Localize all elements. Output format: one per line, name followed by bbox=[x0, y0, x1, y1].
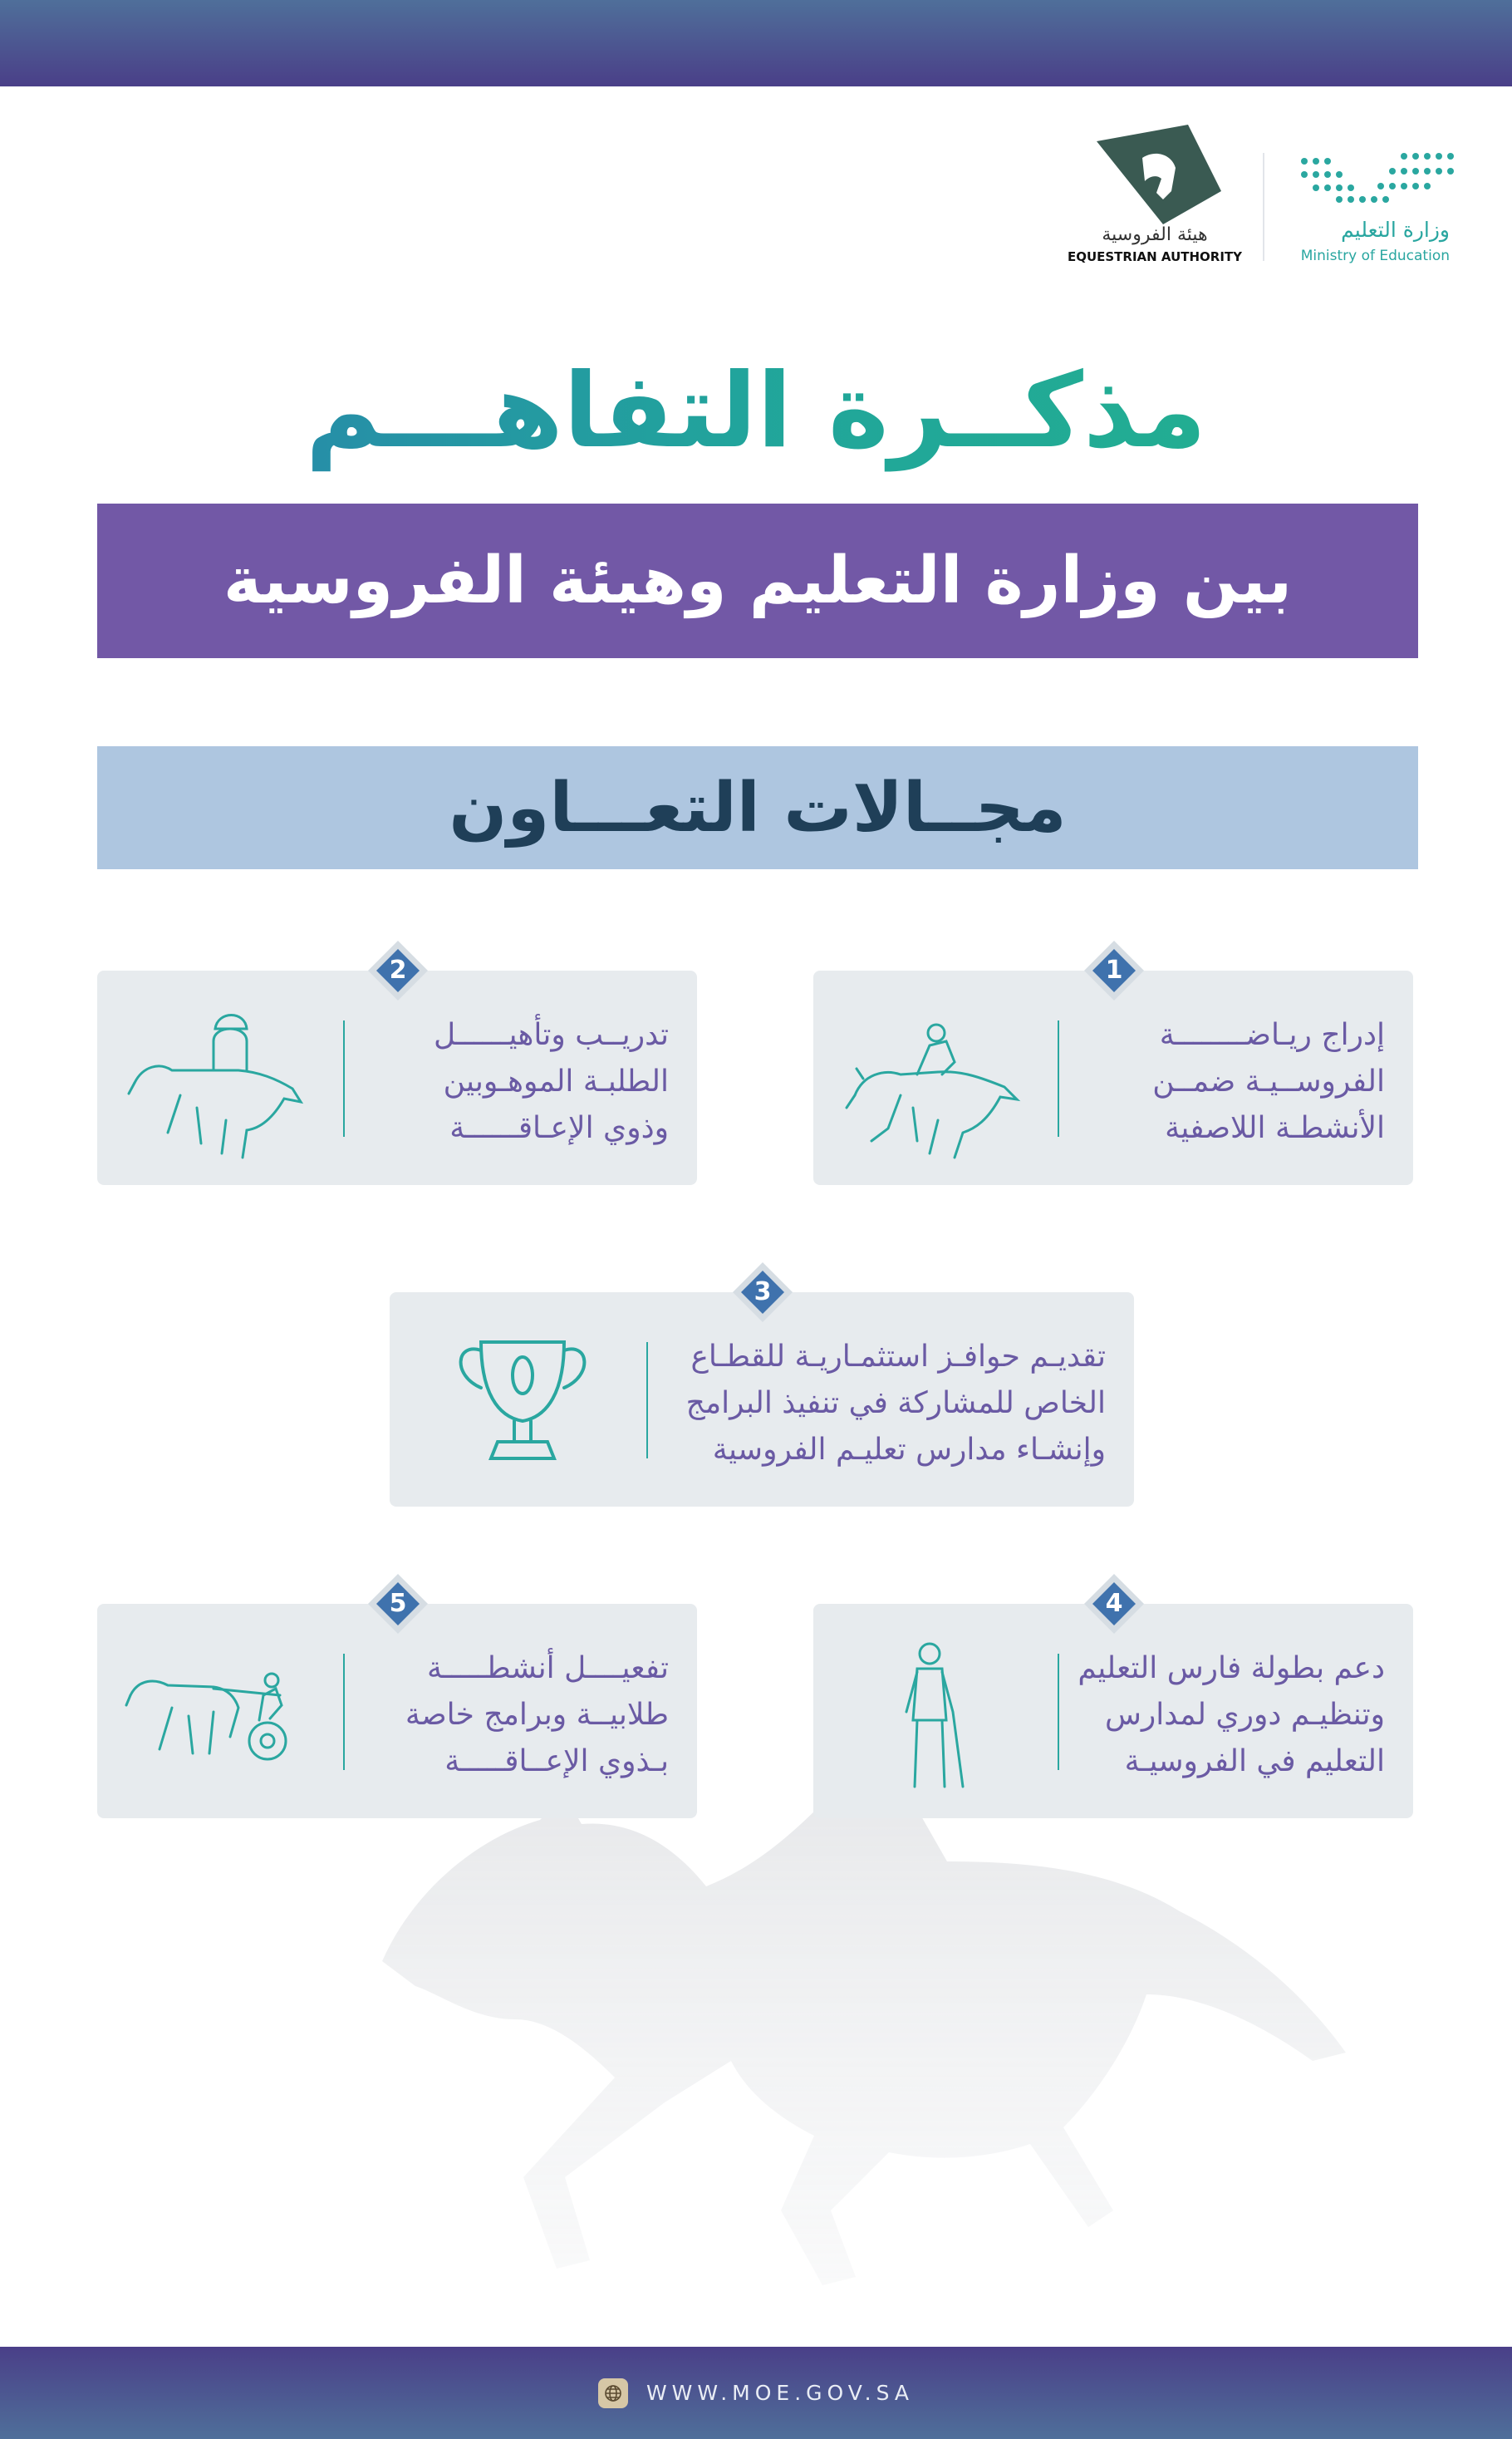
card-1-line-2: الفروســيـة ضمــن bbox=[1152, 1065, 1385, 1099]
card-2-text bbox=[370, 1012, 669, 1152]
card-2-number-badge bbox=[368, 941, 428, 1001]
card-3-line-3: وإنشـاء مدارس تعليـم الفروسية bbox=[712, 1433, 1106, 1467]
card-2-line-3: وذوي الإعـاقــــــة bbox=[449, 1111, 669, 1145]
card-5-line-1: تفعيــــل أنشطـــــة bbox=[426, 1651, 669, 1685]
cooperation-card-2 bbox=[97, 956, 697, 1185]
section-title-banner bbox=[97, 746, 1418, 869]
standing-jockey-icon bbox=[838, 1629, 1021, 1795]
card-5-text bbox=[370, 1645, 669, 1785]
card-5-divider bbox=[343, 1654, 345, 1770]
card-4-divider bbox=[1058, 1654, 1059, 1770]
card-3-line-1: تقديـم حوافـز استثمـاريـة للقطـاع bbox=[690, 1340, 1106, 1374]
subtitle-text: بين وزارة التعليم وهيئة الفروسية bbox=[223, 543, 1293, 618]
logo-divider bbox=[1263, 153, 1264, 261]
moe-logo-arabic-text: وزارة التعليم bbox=[1341, 218, 1450, 242]
cooperation-card-1 bbox=[813, 956, 1413, 1185]
card-1-divider bbox=[1058, 1020, 1059, 1137]
card-2-divider bbox=[343, 1020, 345, 1137]
card-1-line-1: إدراج ريـاضــــــــة bbox=[1159, 1018, 1385, 1052]
background-racehorse-image bbox=[316, 1745, 1354, 2327]
card-4-line-1: دعم بطولة فارس التعليم bbox=[1078, 1651, 1385, 1685]
website-link[interactable]: WWW.MOE.GOV.SA bbox=[646, 2381, 915, 2405]
top-header-bar bbox=[0, 0, 1512, 86]
cooperation-card-5 bbox=[97, 1589, 697, 1818]
card-3-divider bbox=[646, 1342, 648, 1458]
card-2-line-1: تدريــب وتأهيــــــل bbox=[434, 1018, 669, 1052]
page-title: مذكــرة التفاهـــم bbox=[0, 345, 1512, 478]
equestrian-logo-english-text: EQUESTRIAN AUTHORITY bbox=[1067, 249, 1243, 264]
card-4-line-2: وتنظيـم دوري لمدارس bbox=[1104, 1698, 1385, 1732]
card-1-number: 1 bbox=[1105, 956, 1123, 985]
card-2-number: 2 bbox=[389, 956, 407, 985]
card-1-line-3: الأنشطـة اللاصفية bbox=[1165, 1111, 1385, 1145]
card-3-number: 3 bbox=[754, 1277, 772, 1306]
harness-racing-icon bbox=[122, 1629, 305, 1795]
card-1-text bbox=[1086, 1012, 1385, 1152]
cooperation-card-3 bbox=[390, 1277, 1134, 1507]
trophy-cup-icon bbox=[431, 1317, 614, 1483]
card-5-number-badge bbox=[368, 1574, 428, 1634]
card-3-line-2: الخاص للمشاركة في تنفيذ البرامج bbox=[685, 1386, 1106, 1420]
moe-logo-english-text: Ministry of Education bbox=[1300, 248, 1450, 264]
card-3-text bbox=[674, 1334, 1106, 1473]
globe-icon bbox=[598, 2378, 628, 2408]
card-2-line-2: الطلبـة الموهـوبين bbox=[443, 1065, 669, 1099]
card-1-number-badge bbox=[1084, 941, 1144, 1001]
card-4-line-3: التعليم في الفروسيـة bbox=[1124, 1744, 1385, 1778]
card-5-number: 5 bbox=[389, 1589, 407, 1618]
card-3-number-badge bbox=[733, 1262, 793, 1322]
equestrian-logo-arabic-text: هيئة الفروسية bbox=[1102, 224, 1208, 245]
card-4-number-badge bbox=[1084, 1574, 1144, 1634]
card-4-text bbox=[1078, 1645, 1385, 1785]
section-title-text: مجــالات التعـــاون bbox=[449, 768, 1067, 848]
card-5-line-3: بـذوي الإعــاقـــــة bbox=[444, 1744, 669, 1778]
rider-with-horse-icon bbox=[122, 996, 305, 1162]
subtitle-banner bbox=[97, 504, 1418, 658]
jockey-racing-horse-icon bbox=[838, 996, 1021, 1162]
cooperation-card-4 bbox=[813, 1589, 1413, 1818]
card-4-number: 4 bbox=[1105, 1589, 1123, 1618]
card-5-line-2: طلابيــة وبرامج خاصة bbox=[405, 1698, 669, 1732]
footer-bar bbox=[0, 2347, 1512, 2439]
